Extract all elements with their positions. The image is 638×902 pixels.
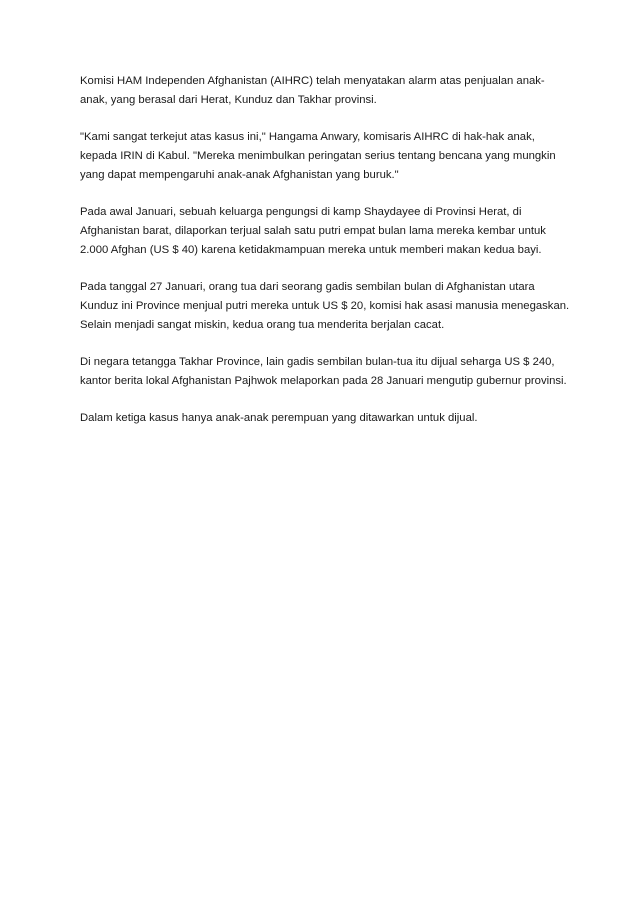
paragraph-4: Pada tanggal 27 Januari, orang tua dari seorang gadis sembilan bulan di Afghanistan utara Kunduz ini Province menjual putri mereka untuk US $ 20, komisi hak asasi manusia menegaskan. Selain menjadi sangat miskin, kedua orang tua menderita berjalan cacat. <box>80 281 570 331</box>
paragraph-5: Di negara tetangga Takhar Province, lain gadis sembilan bulan-tua itu dijual seharga US $ 240, kantor berita lokal Afghanistan Pajhwok melaporkan pada 28 Januari mengutip gubernur provinsi. <box>80 356 567 387</box>
paragraph-3: Pada awal Januari, sebuah keluarga pengungsi di kamp Shaydayee di Provinsi Herat, di Afghanistan barat, dilaporkan terjual salah satu putri empat bulan lama mereka kembar untuk 2.000 Afghan (US $ 40) karena ketidakmampuan mereka untuk memberi makan kedua bayi. <box>80 206 546 256</box>
paragraph-1: Komisi HAM Independen Afghanistan (AIHRC) telah menyatakan alarm atas penjualan anak-anak, yang berasal dari Herat, Kunduz dan Takhar provinsi. <box>80 75 545 106</box>
paragraph-2: "Kami sangat terkejut atas kasus ini," Hangama Anwary, komisaris AIHRC di hak-hak anak, kepada IRIN di Kabul. "Mereka menimbulkan peringatan serius tentang bencana yang mungkin yang dapat mempengaruhi anak-anak Afghanistan yang buruk." <box>80 131 556 181</box>
document-body <box>80 72 570 446</box>
paragraph-6: Dalam ketiga kasus hanya anak-anak perempuan yang ditawarkan untuk dijual. <box>80 412 478 424</box>
